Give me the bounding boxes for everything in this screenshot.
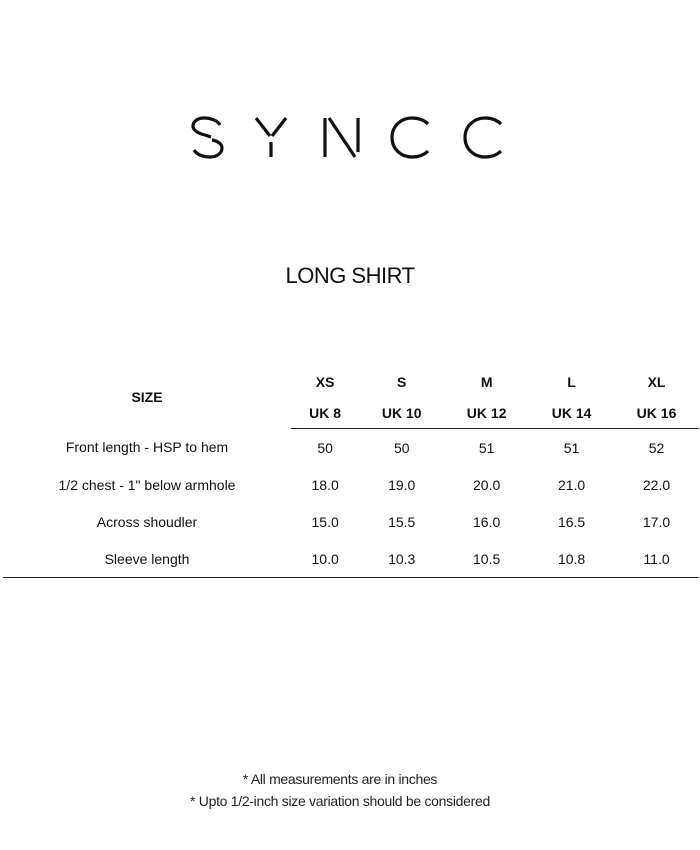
measurement-label: 1/2 chest - 1" below armhole [58, 476, 236, 493]
table-cell: 51 [478, 439, 495, 456]
footnotes [0, 768, 680, 812]
size-letter-row [3, 366, 699, 397]
syncc-logo-mark [190, 112, 510, 162]
size-letter-xl: XL [647, 373, 666, 390]
table-cell: 10.5 [444, 540, 529, 578]
size-letter-xs: XS [315, 373, 335, 390]
table-cell: 15.0 [311, 513, 339, 530]
table-cell: 15.5 [388, 513, 416, 530]
product-title: LONG SHIRT [285, 263, 415, 288]
table-cell: 50 [393, 439, 410, 456]
table-cell: 22.0 [642, 476, 671, 493]
table-row [3, 429, 699, 467]
measurement-label: Sleeve length [3, 540, 291, 578]
size-header: SIZE [131, 389, 163, 406]
table-row [3, 503, 699, 540]
table-cell: 17.0 [642, 513, 671, 530]
table-cell: 10.0 [291, 540, 359, 578]
table-cell: 16.5 [557, 513, 586, 530]
size-letter-m: M [480, 373, 493, 390]
size-chart-table [3, 366, 699, 578]
size-uk-l: UK 14 [529, 397, 614, 429]
measurement-label: Across shoudler [96, 513, 198, 530]
table-cell: 11.0 [614, 540, 699, 578]
table-cell: 10.8 [529, 540, 614, 578]
table-row [3, 466, 699, 503]
table-cell: 52 [648, 439, 665, 456]
table-cell: 20.0 [473, 476, 501, 493]
footnote-variation: * Upto 1/2-inch size variation should be considered [190, 793, 490, 809]
table-cell: 19.0 [388, 476, 416, 493]
size-uk-xl: UK 16 [614, 397, 699, 429]
size-uk-m: UK 12 [444, 397, 529, 429]
table-cell: 10.3 [359, 540, 444, 578]
brand-logo [0, 112, 700, 162]
size-letter-l: L [567, 373, 576, 390]
measurement-label: Front length - HSP to hem [65, 439, 229, 456]
footnote-units: * All measurements are in inches [242, 771, 438, 787]
table-cell: 51 [563, 439, 580, 456]
size-letter-s: S [397, 373, 407, 390]
table-row [3, 540, 699, 578]
table-cell: 18.0 [311, 476, 339, 493]
table-cell: 21.0 [557, 476, 586, 493]
size-uk-xs: UK 8 [291, 397, 359, 429]
table-cell: 50 [317, 439, 333, 456]
table-cell: 16.0 [473, 513, 501, 530]
size-uk-s: UK 10 [359, 397, 444, 429]
